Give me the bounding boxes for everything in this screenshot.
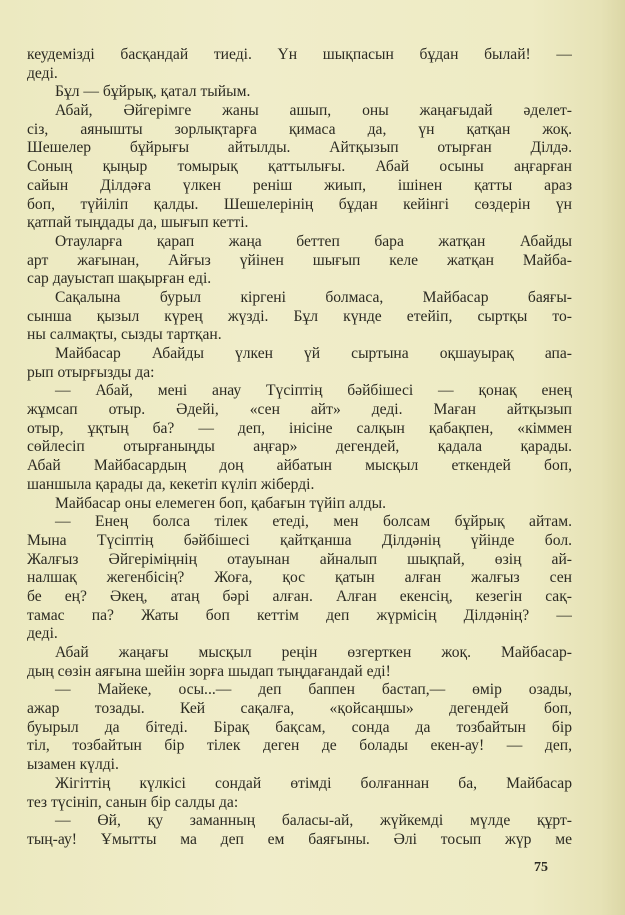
text-line: Жалғыз Әйгеріміңнің отауынан айналып шықпай, өзің ай-	[27, 550, 572, 568]
text-line: Майбасар Абайды үлкен үй сыртына оқшауырақ апа-	[55, 345, 572, 362]
text-line: Отауларға қарап жаңа беттеп бара жатқан Абайды	[55, 232, 572, 250]
text-line: боп, түйіліп қалды. Шешелерінің бұдан кейінгі сөздерін үн	[27, 195, 572, 213]
text-line: тың-ау! Ұмытты ма деп ем баяғыны. Әлі тосып жүр ме	[27, 830, 572, 848]
text-line: отыр, ұқтың ба? — деп, інісіне салқын қабақпен, «кіммен	[27, 419, 572, 437]
text-line: Жігіттің күлкісі сондай өтімді болғаннан ба, Майбасар	[55, 774, 572, 792]
text-line: деді.	[27, 64, 58, 82]
text-line: жұмсап отыр. Әдейі, «сен айт» деді. Маған айтқызып	[27, 401, 572, 419]
text-line: Соның қыңыр томырық қаттылығы. Абай осыны аңғарған	[27, 158, 572, 176]
text-line: тіл, тозбайтын бір тілек деген де болады екен-ау! — деп,	[27, 737, 572, 755]
text-line: рып отырғызды да:	[27, 363, 155, 381]
text-line: тез түсініп, санын бір салды да:	[27, 793, 239, 811]
text-line: Абай Майбасардың доң айбатын мысқыл еткендей боп,	[27, 457, 572, 475]
text-line: шаншыла қарады да, кекетіп күліп жіберді.	[27, 475, 315, 493]
text-line: Абай, Әйгерімге жаны ашып, оны жаңағыдай әделет-	[55, 102, 572, 120]
page-number: 75	[534, 860, 548, 875]
text-line: сіз, аянышты зорлықтарға қимаса да, үн қатқан жоқ.	[27, 120, 572, 138]
page-text	[27, 46, 572, 850]
text-line: Майбасар оны елемеген боп, қабағын түйіп алды.	[55, 494, 387, 512]
text-line: ызамен күлді.	[27, 756, 119, 774]
text-line: Абай жаңағы мысқыл реңін өзгерткен жоқ. Майбасар-	[55, 644, 572, 661]
text-line: ны салмақты, сызды тартқан.	[27, 326, 222, 344]
text-line: Сақалына бурыл кіргені болмаса, Майбасар баяғы-	[55, 288, 572, 306]
text-line: — Өй, қу заманның баласы-ай, жүйкемді мүлде құрт-	[55, 812, 572, 830]
text-line: сар дауыстап шақырған еді.	[27, 270, 212, 288]
text-line: қатпай тыңдады да, шығып кетті.	[27, 214, 249, 232]
text-line: ажар тозады. Кей сақалға, «қойсаңшы» дегендей боп,	[27, 700, 572, 718]
text-line: налшақ жегенбісің? Жоға, қос қатын алған жалғыз сен	[27, 569, 572, 587]
text-line: буырыл да бітеді. Бірақ бақсам, сонда да тозбайтын бір	[27, 718, 572, 736]
text-line: кеудемізді басқандай тиеді. Үн шықпасын бұдан былай! —	[27, 46, 572, 63]
text-line: Шешелер бұйрығы айтылды. Айтқызып отырған Ділдә.	[27, 139, 572, 157]
text-line: Мына Түсіптің бәйбішесі қайтқанша Ділдәнің үйінде бол.	[27, 531, 572, 549]
text-line: бе ең? Әкең, атаң бәрі алған. Алған екенсің, кезегін сақ-	[27, 587, 572, 605]
text-line: сайын Ділдәға үлкен реніш жиып, ішінен қатты араз	[27, 176, 572, 194]
text-line: тамас па? Жаты боп кеттім деп жүрмісің Ділдәнің? —	[27, 606, 572, 624]
text-line: Бұл — бұйрық, қатал тыйым.	[55, 83, 251, 101]
text-line: — Майеке, осы...— деп баппен бастап,— өмір озады,	[55, 681, 572, 699]
text-line: — Абай, мені анау Түсіптің бәйбішесі — қонақ енең	[55, 382, 572, 400]
text-line: — Енең болса тілек етеді, мен болсам бұйрық айтам.	[55, 513, 572, 531]
text-line: арт жағынан, Айғыз үйінен шығып келе жатқан Майба-	[27, 251, 572, 269]
text-line: дың сөзін аяғына шейін зорға шыдап тыңдағандай еді!	[27, 662, 391, 680]
text-line: сөйлесіп отырғаныңды аңғар» дегендей, қадала қарады.	[27, 438, 572, 456]
text-line: деді.	[27, 625, 58, 643]
text-line: сынша қызыл күрең жүзді. Бұл күнде етейіп, сыртқы то-	[27, 307, 572, 325]
